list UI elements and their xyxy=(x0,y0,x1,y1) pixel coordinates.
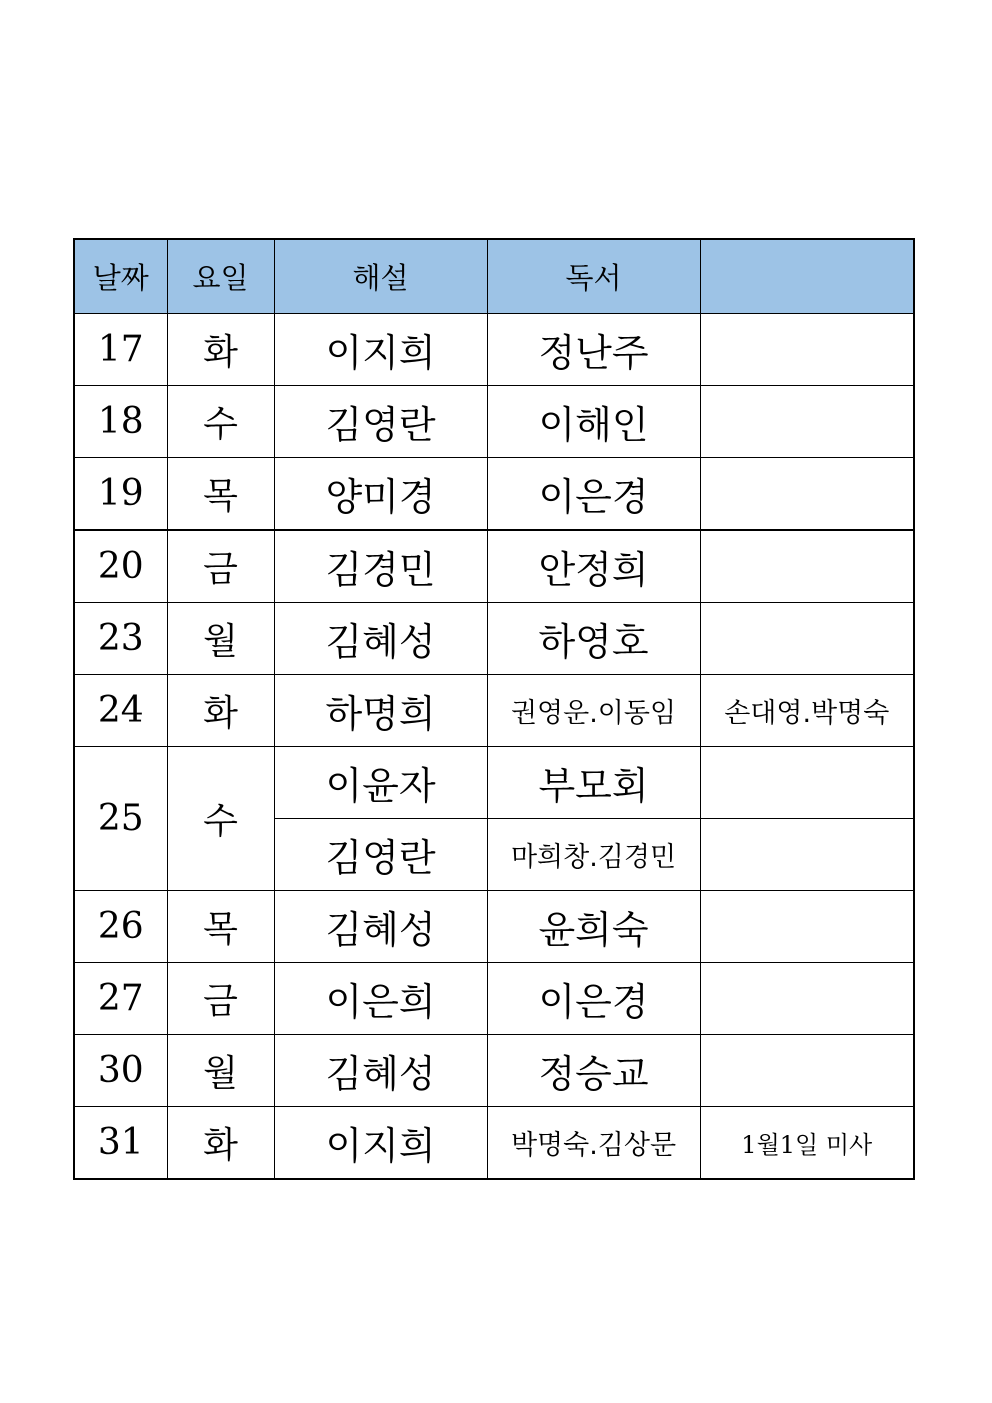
table-body xyxy=(74,314,914,1180)
table-row xyxy=(74,458,914,531)
table-row xyxy=(74,963,914,1035)
day-cell: 목 xyxy=(167,458,274,531)
commentary-cell: 하명희 xyxy=(274,675,487,747)
commentary-cell: 김영란 xyxy=(274,386,487,458)
commentary-cell: 이윤자 xyxy=(274,747,487,819)
reading-cell: 정난주 xyxy=(487,314,700,386)
reading-cell: 박명숙.김상문 xyxy=(487,1107,700,1180)
note-cell xyxy=(700,1035,914,1107)
commentary-cell: 이지희 xyxy=(274,1107,487,1180)
reading-cell: 이해인 xyxy=(487,386,700,458)
reading-cell: 부모회 xyxy=(487,747,700,819)
header-reading: 독서 xyxy=(487,239,700,314)
note-cell: 1월1일 미사 xyxy=(700,1107,914,1180)
note-cell xyxy=(700,458,914,531)
reading-cell: 윤희숙 xyxy=(487,891,700,963)
date-cell: 19 xyxy=(74,458,167,531)
reading-cell: 마희창.김경민 xyxy=(487,819,700,891)
table-row xyxy=(74,530,914,603)
commentary-cell: 김혜성 xyxy=(274,1035,487,1107)
header-day: 요일 xyxy=(167,239,274,314)
commentary-cell: 김경민 xyxy=(274,530,487,603)
table-row xyxy=(74,603,914,675)
table-header xyxy=(74,239,914,314)
date-cell: 23 xyxy=(74,603,167,675)
commentary-cell: 이지희 xyxy=(274,314,487,386)
table-row xyxy=(74,891,914,963)
date-cell: 30 xyxy=(74,1035,167,1107)
commentary-cell: 김혜성 xyxy=(274,891,487,963)
header-commentary: 해설 xyxy=(274,239,487,314)
note-cell xyxy=(700,891,914,963)
day-cell: 금 xyxy=(167,963,274,1035)
commentary-cell: 이은희 xyxy=(274,963,487,1035)
note-cell xyxy=(700,530,914,603)
note-cell xyxy=(700,963,914,1035)
header-date: 날짜 xyxy=(74,239,167,314)
date-cell: 25 xyxy=(74,747,167,891)
header-note xyxy=(700,239,914,314)
date-cell: 26 xyxy=(74,891,167,963)
day-cell: 화 xyxy=(167,314,274,386)
reading-cell: 안정희 xyxy=(487,530,700,603)
table-row xyxy=(74,747,914,819)
table-row xyxy=(74,675,914,747)
commentary-cell: 김영란 xyxy=(274,819,487,891)
schedule-table xyxy=(73,238,915,1180)
note-cell xyxy=(700,747,914,819)
note-cell xyxy=(700,819,914,891)
table-row xyxy=(74,1035,914,1107)
date-cell: 24 xyxy=(74,675,167,747)
day-cell: 수 xyxy=(167,386,274,458)
note-cell xyxy=(700,314,914,386)
commentary-cell: 양미경 xyxy=(274,458,487,531)
commentary-cell: 김혜성 xyxy=(274,603,487,675)
date-cell: 27 xyxy=(74,963,167,1035)
day-cell: 목 xyxy=(167,891,274,963)
day-cell: 월 xyxy=(167,603,274,675)
note-cell: 손대영.박명숙 xyxy=(700,675,914,747)
header-row xyxy=(74,239,914,314)
day-cell: 금 xyxy=(167,530,274,603)
reading-cell: 권영운.이동임 xyxy=(487,675,700,747)
table-row xyxy=(74,1107,914,1180)
reading-cell: 하영호 xyxy=(487,603,700,675)
day-cell: 화 xyxy=(167,675,274,747)
reading-cell: 정승교 xyxy=(487,1035,700,1107)
reading-cell: 이은경 xyxy=(487,963,700,1035)
date-cell: 31 xyxy=(74,1107,167,1180)
note-cell xyxy=(700,386,914,458)
date-cell: 17 xyxy=(74,314,167,386)
date-cell: 18 xyxy=(74,386,167,458)
table-row xyxy=(74,386,914,458)
date-cell: 20 xyxy=(74,530,167,603)
day-cell: 월 xyxy=(167,1035,274,1107)
day-cell: 화 xyxy=(167,1107,274,1180)
note-cell xyxy=(700,603,914,675)
day-cell: 수 xyxy=(167,747,274,891)
reading-cell: 이은경 xyxy=(487,458,700,531)
table-row xyxy=(74,314,914,386)
